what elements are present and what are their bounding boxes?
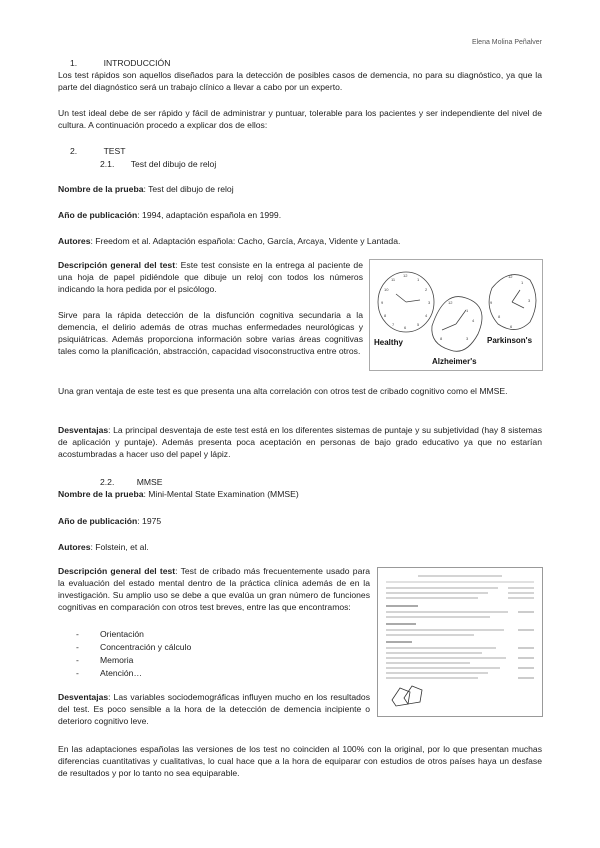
mmse-test-year xyxy=(58,515,161,527)
label-healthy: Healthy xyxy=(374,338,403,347)
mmse-test-name xyxy=(58,488,299,500)
mmse-authors-value: : Folstein, et al. xyxy=(90,542,149,552)
mmse-disadv-label: Desventajas xyxy=(58,692,109,702)
svg-text:1: 1 xyxy=(521,280,524,285)
mmse-name-value: : Mini-Mental State Examination (MMSE) xyxy=(143,489,299,499)
section-2-title: TEST xyxy=(103,146,126,156)
pentagon-drawing xyxy=(392,686,422,706)
clock-year-value: : 1994, adaptación española en 1999. xyxy=(137,210,282,220)
svg-text:8: 8 xyxy=(440,336,443,341)
clock-test-disadvantages xyxy=(58,424,542,460)
svg-text:2: 2 xyxy=(425,287,428,292)
svg-text:11: 11 xyxy=(391,277,396,282)
intro-paragraph-2: Un test ideal debe de ser rápido y fácil de administrar y puntuar, tolerable para los pacientes y ser independiente del nivel de cultura. A continuación procedo a explicar dos de ellos: xyxy=(58,108,542,131)
svg-text:12: 12 xyxy=(448,300,453,305)
clock-test-name xyxy=(58,183,234,195)
parkinsons-clock-drawing xyxy=(489,274,536,330)
healthy-clock-drawing xyxy=(378,272,434,332)
svg-text:3: 3 xyxy=(428,300,431,305)
alzheimers-clock-drawing xyxy=(432,297,482,352)
final-paragraph: En las adaptaciones españolas las versiones de los test no coinciden al 100% con la original, por lo que presentan muchas diferencias cuantitativas y cualitativas, lo cual hace que a la hora de equiparar con estudios de otros países haya un desfase de resultados y por lo tanto no sea equiparable. xyxy=(58,744,542,779)
mmse-name-label: Nombre de la prueba xyxy=(58,489,144,499)
svg-text:3: 3 xyxy=(528,298,531,303)
clock-desc-value: : Este test consiste en la entrega al paciente de una hoja de papel pidiéndole que dibuje un reloj con todos los números indicando la hora pedida por el psicólogo. xyxy=(58,260,363,295)
svg-text:12: 12 xyxy=(508,274,513,279)
subsection-2-2-title: MMSE xyxy=(136,477,163,487)
svg-text:6: 6 xyxy=(404,325,407,330)
clock-test-year xyxy=(58,209,281,221)
svg-text:12: 12 xyxy=(403,273,408,278)
clock-authors-label: Autores xyxy=(58,236,91,246)
clock-name-label: Nombre de la prueba xyxy=(58,184,144,194)
mmse-authors-label: Autores xyxy=(58,542,91,552)
mmse-desc-label: Descripción general del test xyxy=(58,566,176,576)
list-item: - Concentración y cálculo xyxy=(72,641,332,654)
list-item: - Memoria xyxy=(72,654,332,667)
mmse-year-value: : 1975 xyxy=(137,516,162,526)
clock-test-authors xyxy=(58,235,400,247)
label-parkinsons: Parkinson's xyxy=(487,336,533,345)
intro-paragraph-1: Los test rápidos son aquellos diseñados para la detección de posibles casos de demencia, no para su diagnóstico, ya que la parte del diagnóstico será un trabajo clínico a llevar a cabo por un experto. xyxy=(58,70,542,93)
subsection-2-1-heading xyxy=(100,158,216,170)
clock-test-description xyxy=(58,259,363,295)
svg-text:4: 4 xyxy=(472,318,475,323)
subsection-2-2-number: 2.2. xyxy=(100,477,115,487)
section-1-title: INTRODUCCIÓN xyxy=(103,58,171,68)
svg-text:6: 6 xyxy=(510,324,513,329)
mmse-test-disadvantages xyxy=(58,691,370,727)
subsection-2-2-heading xyxy=(100,476,163,488)
section-1-number: 1. xyxy=(70,58,78,68)
clock-drawings-image xyxy=(370,260,542,370)
clock-test-paragraph-3: Una gran ventaja de este test es que presenta una alta correlación con otros test de cribado cognitivo como el MMSE. xyxy=(58,386,508,396)
subsection-2-1-number: 2.1. xyxy=(100,159,115,169)
svg-text:10: 10 xyxy=(384,287,389,292)
page-header-author: Elena Molina Peñalver xyxy=(471,39,542,46)
svg-text:9: 9 xyxy=(490,300,493,305)
section-2-heading xyxy=(70,145,126,157)
svg-text:8: 8 xyxy=(498,314,501,319)
mmse-year-label: Año de publicación xyxy=(58,516,138,526)
clock-disadv-value: : La principal desventaja de este test está en los diferentes sistemas de puntaje y su subjetividad (hay 8 sistemas de aplicación y puntaje). Además presenta poca aceptación en personas de bajo grado educativo ya que no estarían acostumbradas a hacer uso del papel y lápiz. xyxy=(58,425,542,460)
svg-text:3: 3 xyxy=(466,336,469,341)
cognitive-functions-list xyxy=(72,628,332,680)
mmse-form-image xyxy=(378,568,542,716)
section-1-heading xyxy=(70,57,170,69)
svg-text:9: 9 xyxy=(381,300,384,305)
svg-text:7: 7 xyxy=(392,322,395,327)
list-item: - Atención… xyxy=(72,667,332,680)
mmse-disadv-value: : Las variables sociodemográficas influyen mucho en los resultados del test. Es poco sensible a la hora de la detección de demencia incipiente o deterioro cognitivo leve. xyxy=(58,692,370,727)
clock-authors-value: : Freedom et al. Adaptación española: Cacho, García, Arcaya, Vidente y Lantada. xyxy=(90,236,401,246)
mmse-form-thumbnail xyxy=(377,567,543,717)
subsection-2-1-title: Test del dibujo de reloj xyxy=(130,159,217,169)
clock-test-paragraph-2: Sirve para la rápida detección de la disfunción cognitiva secundaria a la demencia, el delirio además de otras muchas enfermedades neurológicas y psiquiátricas. Además proporciona información sobre varias áreas cognitivas tales como la planificación, abstracción, capacidad visoconstructiva entre otros. xyxy=(58,310,363,357)
mmse-test-description xyxy=(58,565,370,613)
svg-text:1: 1 xyxy=(466,308,469,313)
clock-name-value: : Test del dibujo de reloj xyxy=(143,184,234,194)
clock-disadv-label: Desventajas xyxy=(58,425,109,435)
mmse-desc-value: : Test de cribado más frecuentemente usado para la evaluación del estado mental dentro de la práctica clínica además de en la investigación. Su amplio uso se debe a que evalúa un gran número de funciones cognitivas en comparación con otros test breves, entre las que encontramos: xyxy=(58,566,371,613)
svg-text:4: 4 xyxy=(425,313,428,318)
mmse-test-authors xyxy=(58,541,149,553)
list-item: - Orientación xyxy=(72,628,332,641)
svg-text:5: 5 xyxy=(417,322,420,327)
clock-year-label: Año de publicación xyxy=(58,210,138,220)
clock-drawings-figure xyxy=(369,259,543,371)
svg-text:8: 8 xyxy=(384,313,387,318)
label-alzheimers: Alzheimer's xyxy=(432,357,477,366)
section-2-number: 2. xyxy=(70,146,78,156)
clock-desc-label: Descripción general del test xyxy=(58,260,176,270)
svg-text:1: 1 xyxy=(417,277,420,282)
